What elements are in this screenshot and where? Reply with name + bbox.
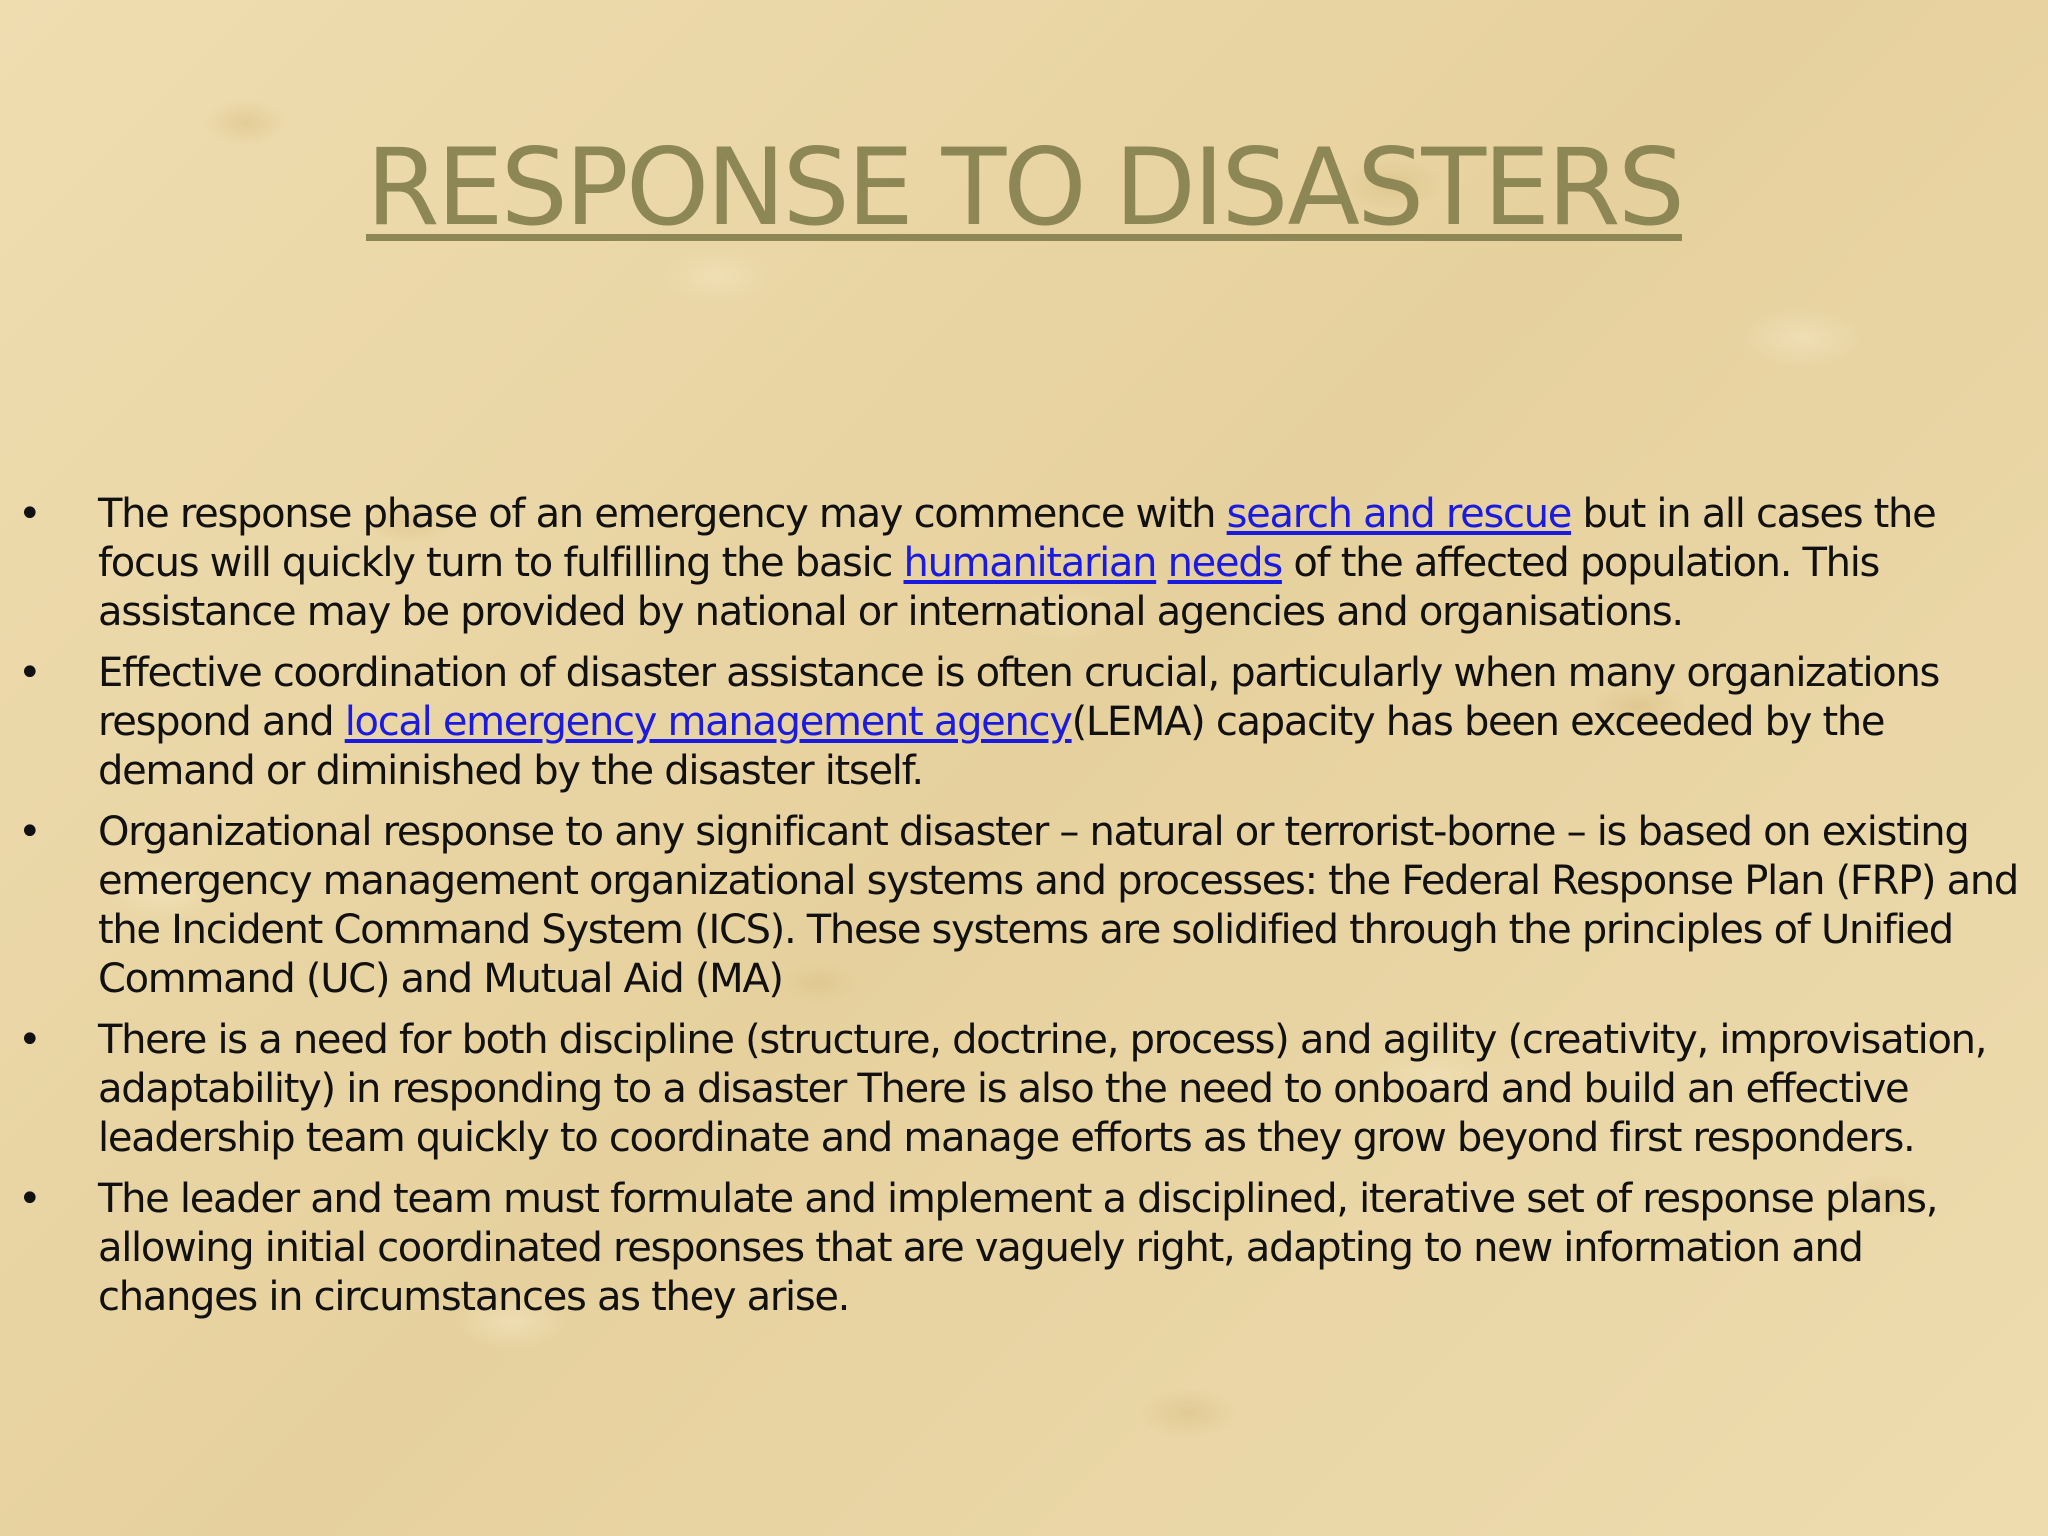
bullet-text: The leader and team must formulate and implement a disciplined, iterative set of response plans, allowing initial coordinated responses that are vaguely right, adapting to new information and changes in circumstances as they arise. — [98, 1176, 1938, 1320]
search-and-rescue-link[interactable]: search and rescue — [1226, 491, 1572, 537]
bullet-item — [18, 1016, 2030, 1163]
bullet-list — [18, 490, 2030, 1334]
bullet-dot-icon: • — [18, 650, 41, 696]
bullet-text — [1156, 540, 1167, 586]
bullet-dot-icon: • — [18, 1176, 41, 1222]
bullet-text: (LEMA) capacity has been exceeded by the demand or diminished by the disaster itself. — [98, 699, 1885, 794]
bullet-text: but in all cases the focus will quickly turn to fulfilling the basic — [98, 491, 1936, 586]
bullet-text: There is a need for both discipline (structure, doctrine, process) and agility (creativity, improvisation, adaptability) in responding to a disaster There is also the need to onboard and build an effective leadership team quickly to coordinate and manage efforts as they grow beyond first responders. — [98, 1017, 1987, 1161]
bullet-text: of the affected population. This assistance may be provided by national or international agencies and organisations. — [98, 540, 1880, 635]
slide-title — [0, 126, 2048, 249]
needs-link[interactable]: needs — [1167, 540, 1282, 586]
local-emergency-management-agency-link[interactable]: local emergency management agency — [344, 699, 1072, 745]
humanitarian-link[interactable]: humanitarian — [903, 540, 1157, 586]
bullet-dot-icon: • — [18, 809, 41, 855]
bullet-item — [18, 1175, 2030, 1322]
bullet-dot-icon: • — [18, 491, 41, 537]
slide-title-text: RESPONSE TO DISASTERS — [366, 126, 1682, 249]
bullet-item — [18, 649, 2030, 796]
bullet-text: Organizational response to any significant disaster – natural or terrorist-borne – is based on existing emergency management organizational systems and processes: the Federal Response Plan (FRP) and the Incident Command System (ICS). These systems are solidified through the principles of Unified Command (UC) and Mutual Aid (MA) — [98, 809, 2018, 1002]
bullet-item — [18, 490, 2030, 637]
bullet-text: Effective coordination of disaster assistance is often crucial, particularly when many organizations respond and — [98, 650, 1940, 745]
bullet-item — [18, 808, 2030, 1004]
bullet-text: The response phase of an emergency may commence with — [98, 491, 1227, 537]
bullet-dot-icon: • — [18, 1017, 41, 1063]
